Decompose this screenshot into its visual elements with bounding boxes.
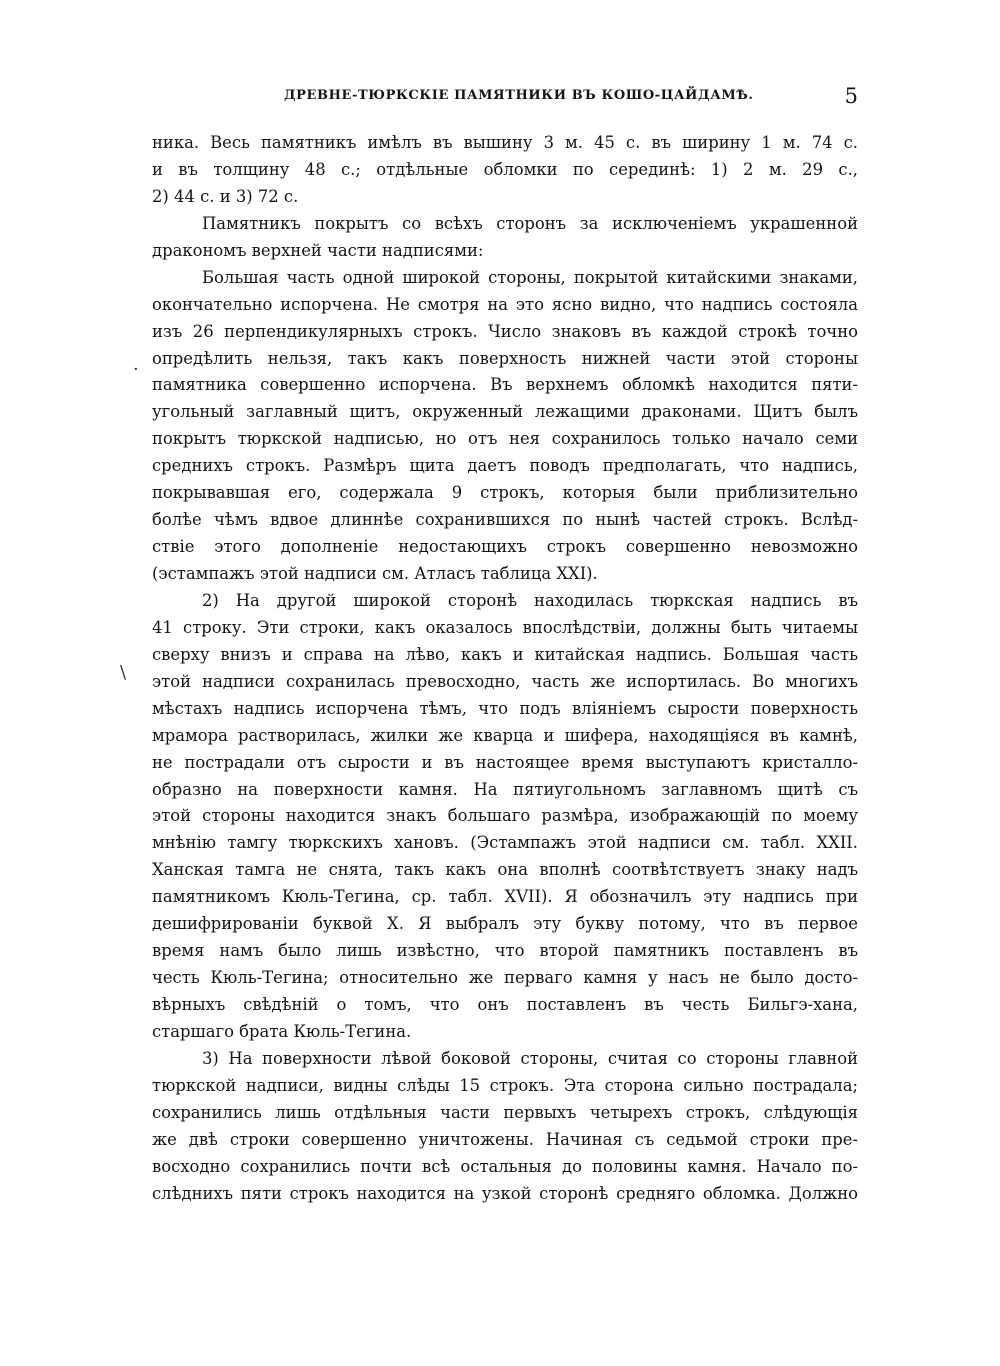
text-line: болѣе чѣмъ вдвое длиннѣе сохранившихся по нынѣ частей строкъ. Вслѣд- — [152, 510, 858, 530]
text-line: не пострадали отъ сырости и въ настоящее время выступаютъ кристалло- — [152, 752, 858, 772]
text-line: сверху внизъ и справа на лѣво, какъ и китайская надпись. Большая часть — [152, 644, 858, 664]
text-line: же двѣ строки совершенно уничтожены. Начиная съ седьмой строки пре- — [152, 1129, 858, 1149]
text-line: покрывавшая его, содержала 9 строкъ, которыя были приблизительно — [152, 483, 858, 503]
text-line: угольный заглавный щитъ, окруженный лежащими драконами. Щитъ былъ — [152, 402, 858, 422]
text-line: памятникомъ Кюль-Тегина, ср. табл. XVII). Я обозначилъ эту надпись при — [152, 887, 858, 907]
text-line: изъ 26 перпендикулярныхъ строкъ. Число знаковъ въ каждой строкѣ точно — [152, 321, 858, 341]
text-line: мнѣнiю тамгу тюркскихъ хановъ. (Эстампажъ этой надписи см. табл. XXII. — [152, 833, 858, 853]
text-line: опредѣлить нельзя, такъ какъ поверхность нижней части этой стороны — [152, 348, 858, 368]
text-line: сохранились лишь отдѣльныя части первыхъ четырехъ строкъ, слѣдующiя — [152, 1102, 858, 1122]
paragraph-first-line: 2) На другой широкой сторонѣ находилась тюркская надпись въ — [202, 590, 858, 610]
text-line: ствiе этого дополненiе недостающихъ строкъ совершенно невозможно — [152, 537, 858, 557]
text-line: и въ толщину 48 с.; отдѣльные обломки по серединѣ: 1) 2 м. 29 с., — [152, 159, 858, 179]
text-line: образно на поверхности камня. На пятиугольномъ заглавномъ щитѣ съ — [152, 779, 858, 799]
paragraph-first-line: 3) На поверхности лѣвой боковой стороны, считая со стороны главной — [202, 1048, 858, 1068]
paragraph-first-line: Памятникъ покрытъ со всѣхъ сторонъ за исключенiемъ украшенной — [202, 213, 858, 233]
text-line: слѣднихъ пяти строкъ находится на узкой сторонѣ средняго обломка. Должно — [152, 1183, 858, 1203]
text-line: 2) 44 с. и 3) 72 с. — [152, 186, 299, 206]
text-line: время намъ было лишь извѣстно, что второй памятникъ поставленъ въ — [152, 941, 858, 961]
text-line: дракономъ верхней части надписями: — [152, 240, 484, 260]
running-title: ДРЕВНЕ-ТЮРКСКIЕ ПАМЯТНИКИ ВЪ КОШО-ЦАЙДАМѢ. — [284, 88, 754, 103]
margin-dot-mark: · — [133, 359, 139, 380]
page-number: 5 — [844, 84, 858, 108]
text-line: 41 строку. Эти строки, какъ оказалось впослѣдствiи, должны быть читаемы — [152, 617, 858, 637]
text-line: вѣрныхъ свѣдѣнiй о томъ, что онъ поставленъ въ честь Бильгэ-хана, — [152, 995, 858, 1014]
text-line: (эстампажъ этой надписи см. Атласъ таблица XXI). — [152, 564, 598, 583]
text-line: ника. Весь памятникъ имѣлъ въ вышину 3 м. 45 с. въ ширину 1 м. 74 с. — [152, 133, 858, 152]
text-line: дешифрированiи буквой X. Я выбралъ эту букву потому, что въ первое — [152, 914, 858, 934]
text-line: тюркской надписи, видны слѣды 15 строкъ. Эта сторона сильно пострадала; — [152, 1075, 858, 1095]
paragraph-first-line: Большая часть одной широкой стороны, покрытой китайскими знаками, — [202, 267, 858, 287]
text-line: этой надписи сохранилась превосходно, часть же испортилась. Во многихъ — [152, 671, 858, 691]
margin-tick-mark: \ — [120, 662, 127, 683]
text-line: среднихъ строкъ. Размѣръ щита даетъ поводъ предполагать, что надпись, — [152, 456, 858, 476]
text-line: старшаго брата Кюль-Тегина. — [152, 1021, 412, 1041]
text-line: мѣстахъ надпись испорчена тѣмъ, что подъ влiянiемъ сырости поверхность — [152, 698, 858, 718]
text-line: этой стороны находится знакъ большаго размѣра, изображающiй по моему — [152, 806, 858, 826]
text-line: честь Кюль-Тегина; относительно же перваго камня у насъ не было досто- — [152, 968, 858, 988]
text-line: окончательно испорчена. Не смотря на это ясно видно, что надпись состояла — [152, 294, 858, 314]
text-line: восходно сохранились почти всѣ остальныя до половины камня. Начало по- — [152, 1156, 858, 1176]
text-line: покрытъ тюркской надписью, но отъ нея сохранилось только начало семи — [152, 429, 858, 449]
body-text — [152, 130, 858, 1208]
running-header — [150, 86, 858, 112]
text-line: Ханская тамга не снята, такъ какъ она вполнѣ соотвѣтствуетъ знаку надъ — [152, 860, 858, 880]
text-line: мрамора растворилась, жилки же кварца и шифера, находящiяся въ камнѣ, — [152, 725, 858, 745]
text-line: памятника совершенно испорчена. Въ верхнемъ обломкѣ находится пяти- — [152, 375, 858, 395]
